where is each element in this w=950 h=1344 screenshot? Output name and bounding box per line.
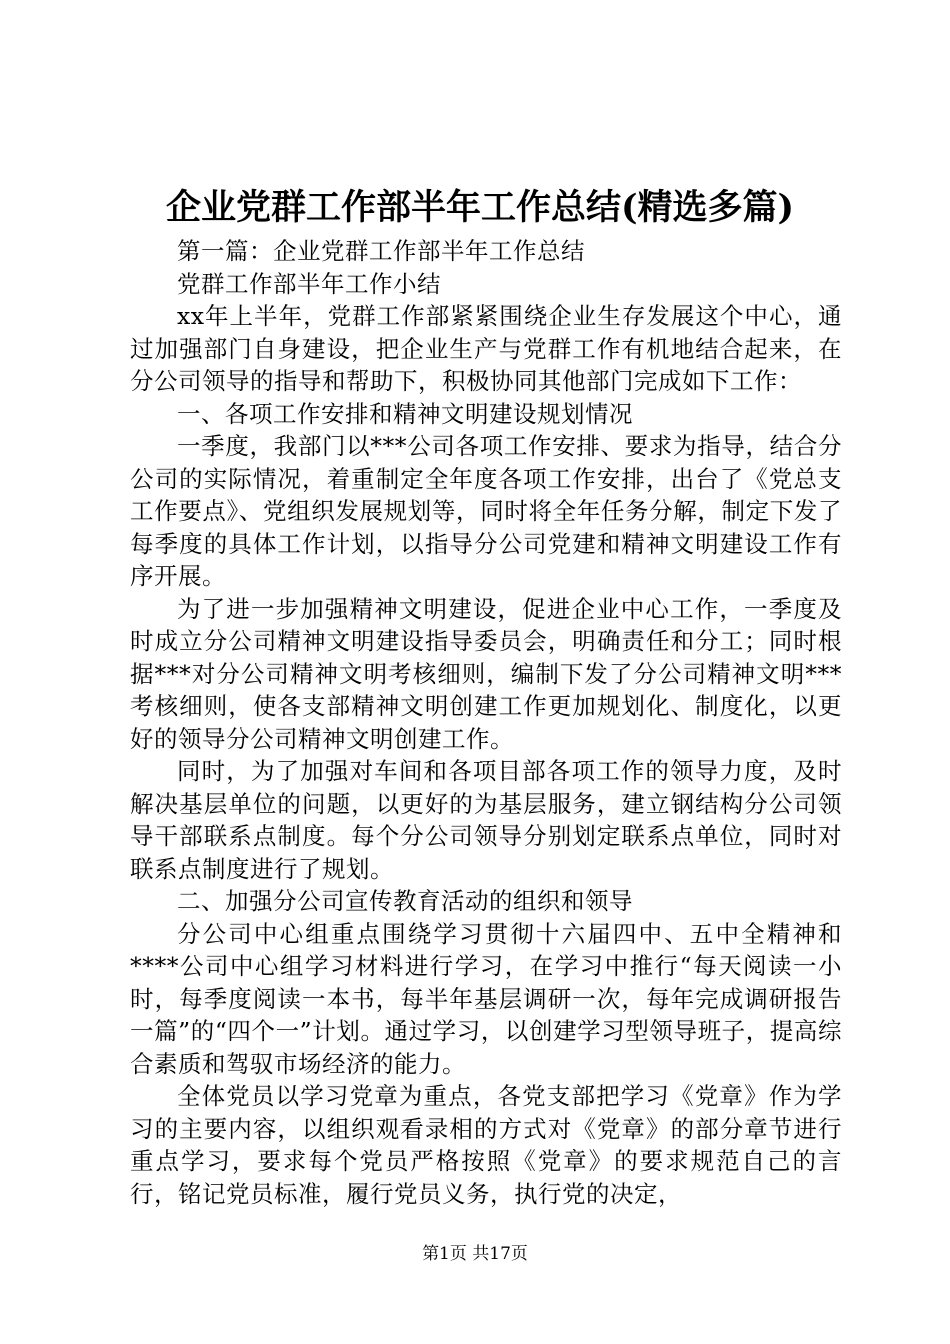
paragraph-heading-1: 一、各项工作安排和精神文明建设规划情况 bbox=[177, 399, 633, 428]
paragraph: 全体党员以学习党章为重点，各党支部把学习《党章》作为学习的主要内容，以组织观看录相的方式对《党章》的部分章节进行重点学习，要求每个党员严格按照《党章》的要求规范自己的言行，铭记党员标准，履行党员义务，执行党的决定， bbox=[130, 1082, 842, 1208]
paragraph: 同时，为了加强对车间和各项目部各项工作的领导力度，及时解决基层单位的问题，以更好的为基层服务，建立钢结构分公司领导干部联系点制度。每个分公司领导分别划定联系点单位，同时对联系点制度进行了规划。 bbox=[130, 757, 842, 883]
paragraph: xx年上半年，党群工作部紧紧围绕企业生存发展这个中心，通过加强部门自身建设，把企业生产与党群工作有机地结合起来，在分公司领导的指导和帮助下，积极协同其他部门完成如下工作： bbox=[130, 302, 842, 395]
document-body bbox=[130, 235, 842, 1210]
page-footer: 第1页 共17页 bbox=[422, 1244, 528, 1264]
paragraph: 一季度，我部门以***公司各项工作安排、要求为指导，结合分公司的实际情况，着重制定全年度各项工作安排，出台了《党总支工作要点》、党组织发展规划等，同时将全年任务分解，制定下发了每季度的具体工作计划，以指导分公司党建和精神文明建设工作有序开展。 bbox=[130, 432, 842, 590]
paragraph: 分公司中心组重点围绕学习贯彻十六届四中、五中全精神和****公司中心组学习材料进行学习，在学习中推行“每天阅读一小时，每季度阅读一本书，每半年基层调研一次，每年完成调研报告一篇”的“四个一”计划。通过学习，以创建学习型领导班子，提高综合素质和驾驭市场经济的能力。 bbox=[130, 919, 842, 1078]
document-title: 企业党群工作部半年工作总结(精选多篇) bbox=[165, 187, 795, 228]
paragraph: 为了进一步加强精神文明建设，促进企业中心工作，一季度及时成立分公司精神文明建设指导委员会，明确责任和分工；同时根据***对分公司精神文明考核细则，编制下发了分公司精神文明***考核细则，使各支部精神文明创建工作更加规划化、制度化，以更好的领导分公司精神文明创建工作。 bbox=[130, 594, 842, 753]
paragraph-subheading: 党群工作部半年工作小结 bbox=[177, 269, 441, 298]
paragraph-heading-2: 二、加强分公司宣传教育活动的组织和领导 bbox=[177, 887, 633, 915]
paragraph-section-heading: 第一篇：企业党群工作部半年工作总结 bbox=[177, 237, 585, 265]
